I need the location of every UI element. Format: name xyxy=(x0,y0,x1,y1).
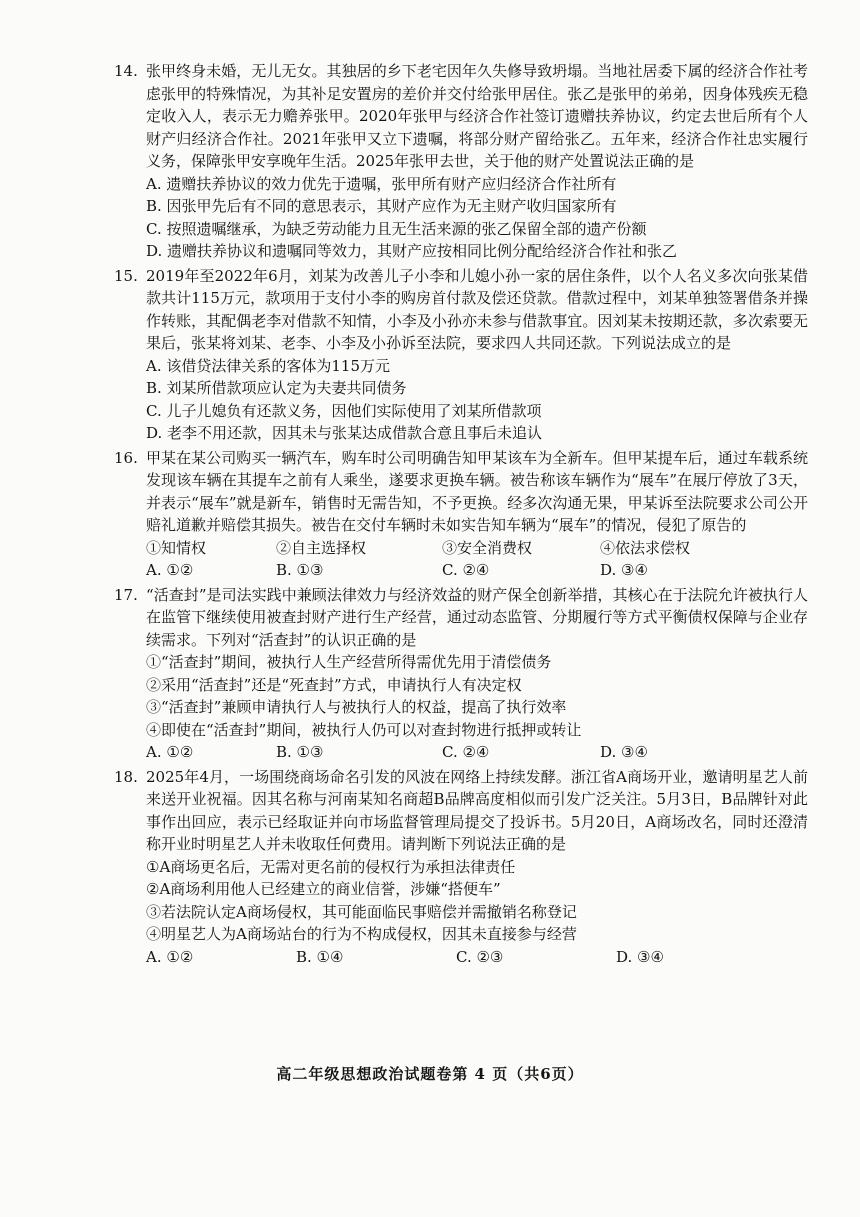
statement-row xyxy=(146,537,808,560)
option-b: B. 刘某所借款项应认定为夫妻共同债务 xyxy=(146,379,407,397)
question-stem: 张甲终身未婚，无儿无女。其独居的乡下老宅因年久失修导致坍塌。当地社居委下属的经济合作社考虑张甲的特殊情况，为其补足安置房的差价并交付给张甲居住。张乙是张甲的弟弟，因身体残疾无稳定收入人，表示无力赡养张甲。2020年张甲与经济合作社签订遗赠扶养协议，约定去世后所有个人财产归经济合作社。2021年张甲又立下遗嘱，将部分财产留给张乙。五年来，经济合作社忠实履行义务，保障张甲安享晚年生活。2025年张甲去世，关于他的财产处置说法正确的是 xyxy=(146,62,808,170)
choice-a: A. ①② xyxy=(146,743,194,761)
page-footer: 高二年级思想政治试题卷第 4 页（共6页） xyxy=(276,1065,584,1083)
choice-row xyxy=(146,741,808,764)
choice-d: D. ③④ xyxy=(600,743,648,761)
option-d: D. 老李不用还款，因其未与张某达成借款合意且事后未追认 xyxy=(146,424,543,442)
choice-c: C. ②④ xyxy=(442,743,490,761)
choice-a: A. ①② xyxy=(146,947,194,966)
statement-1: ①知情权 xyxy=(146,538,207,557)
choice-d: D. ③④ xyxy=(616,947,664,966)
question-number: 17. xyxy=(114,585,138,604)
question-stem: “活查封”是司法实践中兼顾法律效力与经济效益的财产保全创新举措，其核心在于法院允许被执行人在监管下继续使用被查封财产进行生产经营，通过动态监管、分期履行等方式平衡债权保障与企业存续需求。下列对“活查封”的认识正确的是 xyxy=(146,585,808,649)
question-number: 18. xyxy=(114,767,138,786)
statement-3: ③若法院认定A商场侵权，其可能面临民事赔偿并需撤销名称登记 xyxy=(146,902,577,921)
statement-1: ①“活查封”期间，被执行人生产经营所得需优先用于清偿债务 xyxy=(146,653,552,671)
option-d: D. 遗赠扶养协议和遗嘱同等效力，其财产应按相同比例分配给经济合作社和张乙 xyxy=(146,242,678,260)
question-number: 15. xyxy=(114,266,138,285)
question-number: 16. xyxy=(114,448,138,467)
question-15 xyxy=(114,265,808,445)
choice-d: D. ③④ xyxy=(600,561,648,579)
option-b: B. 因张甲先后有不同的意思表示，其财产应作为无主财产收归国家所有 xyxy=(146,197,617,215)
question-list xyxy=(114,60,808,970)
choice-c: C. ②④ xyxy=(442,561,490,579)
choice-row xyxy=(146,559,808,582)
statement-2: ②自主选择权 xyxy=(276,538,367,557)
choice-b: B. ①③ xyxy=(276,561,324,579)
statement-1: ①A商场更名后，无需对更名前的侵权行为承担法律责任 xyxy=(146,857,516,876)
question-stem: 2019年至2022年6月，刘某为改善儿子小李和儿媳小孙一家的居住条件，以个人名义多次向张某借款共计115万元，款项用于支付小李的购房首付款及偿还贷款。借款过程中，刘某单独签署借条并操作转账，其配偶老李对借款不知情，小李及小孙亦未参与借款事宜。因刘某未按期还款，多次索要无果后，张某将刘某、老李、小李及小孙诉至法院，要求四人共同还款。下列说法成立的是 xyxy=(146,266,808,352)
statement-4: ④即使在“活查封”期间，被执行人仍可以对查封物进行抵押或转让 xyxy=(146,720,582,739)
choice-c: C. ②③ xyxy=(456,947,504,966)
question-18 xyxy=(114,766,808,969)
statement-2: ②采用“活查封”还是“死查封”方式，申请执行人有决定权 xyxy=(146,675,522,694)
option-c: C. 儿子儿媳负有还款义务，因他们实际使用了刘某所借款项 xyxy=(146,401,542,420)
question-16 xyxy=(114,447,808,582)
statement-2: ②A商场利用他人已经建立的商业信誉，涉嫌“搭便车” xyxy=(146,880,501,898)
question-14 xyxy=(114,60,808,263)
statement-3: ③安全消费权 xyxy=(442,538,533,557)
choice-b: B. ①④ xyxy=(296,947,344,966)
question-number: 14. xyxy=(114,62,138,80)
option-a: A. 遗赠扶养协议的效力优先于遗嘱，张甲所有财产应归经济合作社所有 xyxy=(146,174,617,193)
statement-3: ③“活查封”兼顾申请执行人与被执行人的权益，提高了执行效率 xyxy=(146,698,567,716)
statement-4: ④明星艺人为A商场站台的行为不构成侵权，因其未直接参与经营 xyxy=(146,925,577,943)
question-stem: 甲某在某公司购买一辆汽车，购车时公司明确告知甲某该车为全新车。但甲某提车后，通过车载系统发现该车辆在其提车之前有人乘坐，遂要求更换车辆。被告称该车辆作为“展车”在展厅停放了3天，并表示“展车”就是新车，销售时无需告知，不予更换。经多次沟通无果，甲某诉至法院要求公司公开赔礼道歉并赔偿其损失。被告在交付车辆时未如实告知车辆为“展车”的情况，侵犯了原告的 xyxy=(146,448,808,534)
choice-a: A. ①② xyxy=(146,561,194,579)
choice-b: B. ①③ xyxy=(276,743,324,761)
question-stem: 2025年4月，一场围绕商场命名引发的风波在网络上持续发酵。浙江省A商场开业，邀请明星艺人前来送开业祝福。因其名称与河南某知名商超B品牌高度相似而引发广泛关注。5月3日，B品牌针对此事作出回应，表示已经取证并向市场监督管理局提交了投诉书。5月20日，A商场改名，同时还澄清称开业时明星艺人并未收取任何费用。请判断下列说法正确的是 xyxy=(146,767,808,853)
choice-row xyxy=(146,946,808,969)
question-17 xyxy=(114,584,808,764)
statement-4: ④依法求偿权 xyxy=(600,538,691,557)
option-a: A. 该借贷法律关系的客体为115万元 xyxy=(146,356,391,375)
option-c: C. 按照遗嘱继承，为缺乏劳动能力且无生活来源的张乙保留全部的遗产份额 xyxy=(146,219,647,238)
